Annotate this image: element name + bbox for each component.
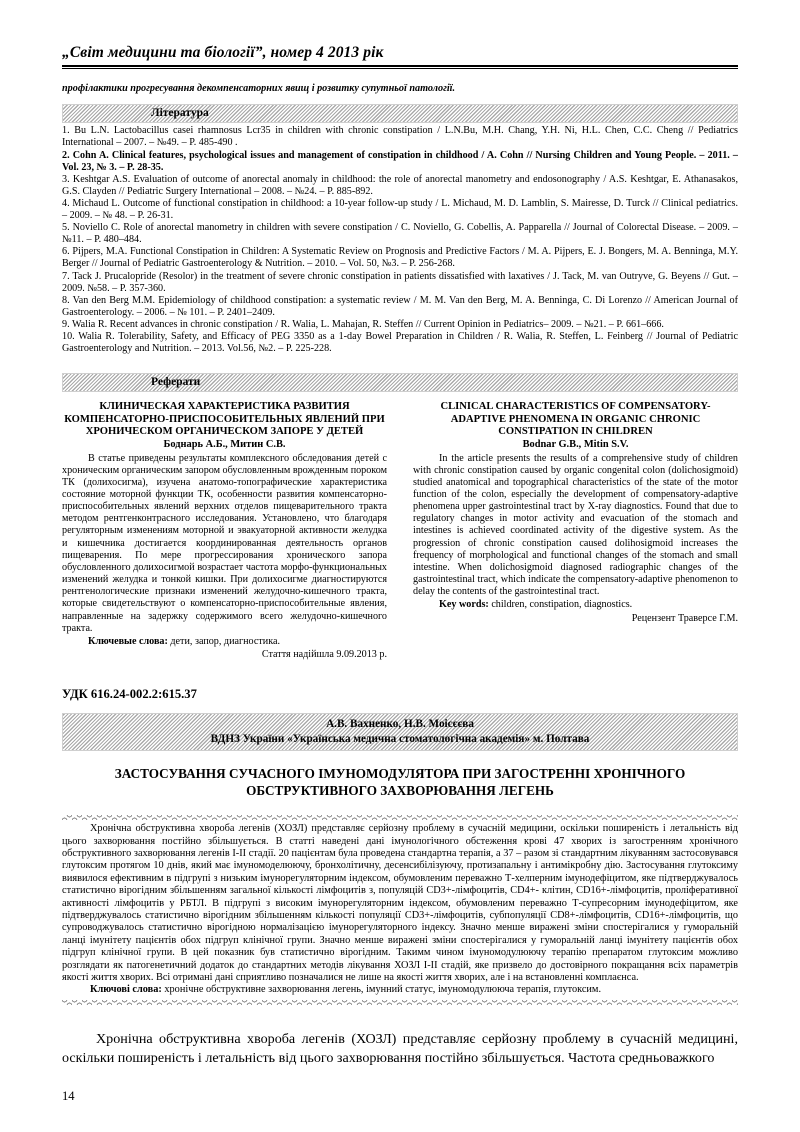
abstract-keywords-english [413, 599, 738, 611]
abstract-title-russian: КЛИНИЧЕСКАЯ ХАРАКТЕРИСТИКА РАЗВИТИЯ КОМПЕНСАТОРНО-ПРИСПОСОБИТЕЛЬНЫХ ЯВЛЕНИЙ ПРИ ХРОНИЧЕСКОМ ОРГАНИЧЕСКОМ ЗАПОРЕ У ДЕТЕЙ [64, 401, 385, 438]
abstract-authors-english: Bodnar G.B., Mitin S.V. [522, 438, 629, 450]
abstract-column-english [413, 401, 738, 661]
abstract-body-english: In the article presents the results of a comprehensive study of children with chronic constipation caused by organic congenital colon (dolichosigmoid) studied anatomical and topographical characteristics of the state of the motor function of the colon, especially the development of compensatory-adaptive phenomena upper gastrointestinal tract by X-ray diagnostics. Found that due to regulatory changes in motor activity and evacuation of the stomach and intestines is achieved coordinated activity of the digestive system. As the progression of chronic constipation caused dolihosigmoid increases the frequency of morphological and functional changes of the stomach and small intestine. When dolichosigmoid diagnosed radiographic changes of the gastrointestinal tract, which indicate the compensatory-adaptive phenomenon to delay the contents of the gastrointestinal tract. [413, 452, 738, 598]
abstract-keywords-label-russian: Ключевые слова: [88, 635, 168, 647]
abstract-footer-english: Рецензент Траверсе Г.М. [631, 612, 738, 624]
abstracts-section-bar [62, 373, 738, 392]
article-title: ЗАСТОСУВАННЯ СУЧАСНОГО ІМУНОМОДУЛЯТОРА ПРИ ЗАГОСТРЕННІ ХРОНІЧНОГО ОБСТРУКТИВНОГО ЗАХВОРЮВАННЯ ЛЕГЕНЬ [114, 766, 686, 799]
article-abstract-text: Хронічна обструктивна хвороба легенів (ХОЗЛ) представляє серйозну проблему в сучасній медицини, оскільки поширеність і летальність від цього захворювання постійно збільшується. В статті наведені дані імунологічного обстеження крові 47 хворих із загостренням хронічного обструктивного захворювання легенів I-II стадії. 20 пацієнтам була проведена стандартна терапія, а 37 – разом зі стандартним лікуванням застосовувався глутоксим протягом 10 днів, який має імуномоделюючу, бронхолітичну, десенсибілізуючу, протизапальну і антимікробну дію. Застосування глутоксиму виявилося ефективним в підгрупі з низьким імунорегуляторним індексом, обумовленим переважно Т-хелперним імунодефіцитом, яке підтверджувалось статистично вірогідним збільшенням загальної кількості лімфоцитів з, популяцій CD3+-лімфоцитів, CD4+- клітин, CD16+-лімфоцитів, проліферативної активності лімфоцитів у РБТЛ. В підгрупі з високим імунорегуляторним індексом, обумовленим переважно Т-супресорним імунодефіцитом, яке підтверджувалось статистично вірогідним збільшенням кількості популяції CD3+-лімфоцитів, субпопуляції CD8+-лімфоцитів, CD16+-лімфоцитів, що супроводжувалось статистично вірогідною нормалізацією імунорегуляторного індексу. Значно менше виражені зміни спостерігалися у гуморальній ланці імунітету пацієнтів обох підгруп клінічної групи. Значно менше виражені зміни спостерігалися у гуморальній ланці імунітету пацієнтів обох підгруп клінічної групи. В цей показник був статистично вірогідним. Такимм чином імуномодулюючу терапію препаратом глутоксим можливо розглядати як патогенетичний додаток до стандартних методів лікування ХОЗЛ І-ІІ стадій, яке призвело до достовірного покращання всіх параметрів якості життя хворих. Всі отримані дані сприятливо позначалися не лише на якості життя хворих, але і на встановленні комплаєнса. [62, 823, 738, 984]
page-number: 14 [62, 1089, 75, 1103]
reference-item: 1. Bu L.N. Lactobacillus casei rhamnosus Lcr35 in children with chronic constipation / L.N.Bu, M.H. Chang, Y.H. Ni, H.L. Chen, C.C. Cheng // Pediatrics International – 2007. – №49. – P. 485-490 . [62, 125, 738, 149]
literature-section-bar [62, 104, 738, 123]
abstract-keywords-label-english: Key words: [439, 599, 489, 611]
article-abstract-inner [62, 820, 738, 1000]
abstract-authors-russian: Боднарь А.Б., Митин С.В. [163, 438, 286, 450]
udc-code: УДК 616.24-002.2:615.37 [62, 687, 197, 702]
reference-item: 2. Cohn A. Clinical features, psychological issues and management of constipation in childhood / A. Cohn // Nursing Children and Young People. – 2011. – Vol. 23, № 3. – P. 28-35. [62, 149, 738, 173]
reference-item: 5. Noviello C. Role of anorectal manometry in children with severe constipation / C. Noviello, G. Cobellis, A. Papparella // Journal of Colorectal Disease. – 2009. – №11. – P. 480–484. [62, 222, 738, 246]
article-body-text: Хронічна обструктивна хвороба легенів (ХОЗЛ) представляє серйозну проблему в сучасній медицині, оскільки поширеність і летальність від цього захворювання постійно збільшується. Частота средньоважкого [62, 1030, 738, 1066]
running-head: „Світ медицини та біології”, номер 4 2013 рік [62, 44, 384, 61]
reference-item: 7. Tack J. Prucalopride (Resolor) in the treatment of severe chronic constipation in patients dissatisfied with laxatives / J. Tack, M. van Outryve, G. Beyens // Gut. – 2009. №58. – P. 357-360. [62, 270, 738, 294]
reference-list [62, 125, 738, 355]
article-keywords-value: хронічне обструктивне захворювання легень, імунний статус, імуномодулюючa терапія, глутоксим. [161, 984, 602, 996]
header-rule-thin [62, 68, 738, 69]
article-author-bar [62, 713, 738, 751]
literature-heading: Література [151, 107, 209, 120]
article-keywords [62, 984, 738, 996]
article-keywords-label: Ключові слова: [90, 984, 162, 996]
reference-item: 4. Michaud L. Outcome of functional constipation in childhood: a 10-year follow-up study / L. Michaud, M. D. Lamblin, S. Mairesse, D. Turck // Clinical pediatrics. – 2009. – № 48. – P. 26-31. [62, 197, 738, 222]
reference-item: 6. Pijpers, M.A. Functional Constipation in Children: A Systematic Review on Prognosis and Predictive Factors / M. A. Pijpers, E. J. Bongers, M. A. Benninga, M.Y. Berger // Journal of Pediatric Gastroenterology & Nutrition. – 2010. – Vol. 50, №3. – P. 256-268. [62, 246, 738, 270]
abstract-keywords-russian [62, 636, 387, 648]
abstract-keywords-value-russian: дети, запор, диагностика. [167, 635, 281, 647]
reference-item: 8. Van den Berg M.M. Epidemiology of childhood constipation: a systematic review / M. M. Van den Berg, M. A. Benninga, C. Di Lorenzo // American Journal of Gastroenterology. – 2006. – № 101. – P. 2401–2409. [62, 294, 738, 318]
article-authors: А.В. Вахненко, Н.В. Моісєєва [326, 718, 474, 731]
reference-item: 3. Keshtgar A.S. Evaluation of outcome of anorectal anomaly in childhood: the role of anorectal manometry and endosonography / A.S. Keshtgar, E. Athanasakos, G.S. Clayden // Pediatric Surgery International – 2008. – №24. – P. 885-892. [62, 173, 738, 197]
reference-item: 10. Walia R. Tolerability, Safety, and Efficacy of PEG 3350 as a 1-day Bowel Preparation in Children / R. Walia, R. Steffen, L. Feinberg // Journal of Pediatric Gastroenterology and Nutrition. – 2013. Vol.56, №2. – P. 225-228. [62, 330, 738, 355]
abstract-column-russian [62, 401, 387, 661]
article-abstract-box [62, 808, 738, 1010]
wave-border-bottom [62, 1000, 738, 1005]
abstract-footer-russian: Стаття надійшла 9.09.2013 р. [261, 649, 387, 661]
abstract-keywords-value-english: children, constipation, diagnostics. [488, 599, 633, 611]
abstracts-columns [62, 401, 738, 661]
lead-italic-line: профілактики прогресування декомпенсаторних явищ і розвитку супутньої патології. [62, 83, 456, 95]
reference-item: 9. Walia R. Recent advances in chronic constipation / R. Walia, L. Mahajan, R. Steffen // Current Opinion in Pediatrics– 2009. – №21. – P. 661–666. [62, 318, 664, 330]
article-affiliation: ВДНЗ України «Українська медична стоматологічна академія» м. Полтава [210, 732, 590, 745]
abstract-body-russian: В статье приведены результаты комплексного обследования детей с хроническим органическим запором обусловленным врожденным пороком ТК (долихосигма), изучена анатомо-топографические характеристика состояние моторной функции ТК, особенности развития компенсаторно-приспособительных явлений верхних отделов пищеварительного тракта методом рентгенконтрасного исследования. Установлено, что благодаря регуляторным изменениям моторной и эвакуаторной активности желудка и кишечника достигается координированная деятельность органов пищеварения. По мере прогрессирования хронического запора обусловленного долихосигмой возрастает частота морфо-функциональных изменений желудка и тонкой кишки. При долихосигме диагностируются рентгенологические признаки изменений желудочно-кишечного тракта, которые свидетельствуют о компенсаторно-приспособительные явления, направленные на задержку содержимого всего желудочно-кишечного тракта. [62, 452, 387, 634]
header-rule-thick [62, 65, 738, 67]
abstracts-heading: Реферати [151, 376, 201, 389]
abstract-title-english: CLINICAL CHARACTERISTICS OF COMPENSATORY-ADAPTIVE PHENOMENA IN ORGANIC CHRONIC CONSTIPATION IN CHILDREN [440, 401, 711, 438]
